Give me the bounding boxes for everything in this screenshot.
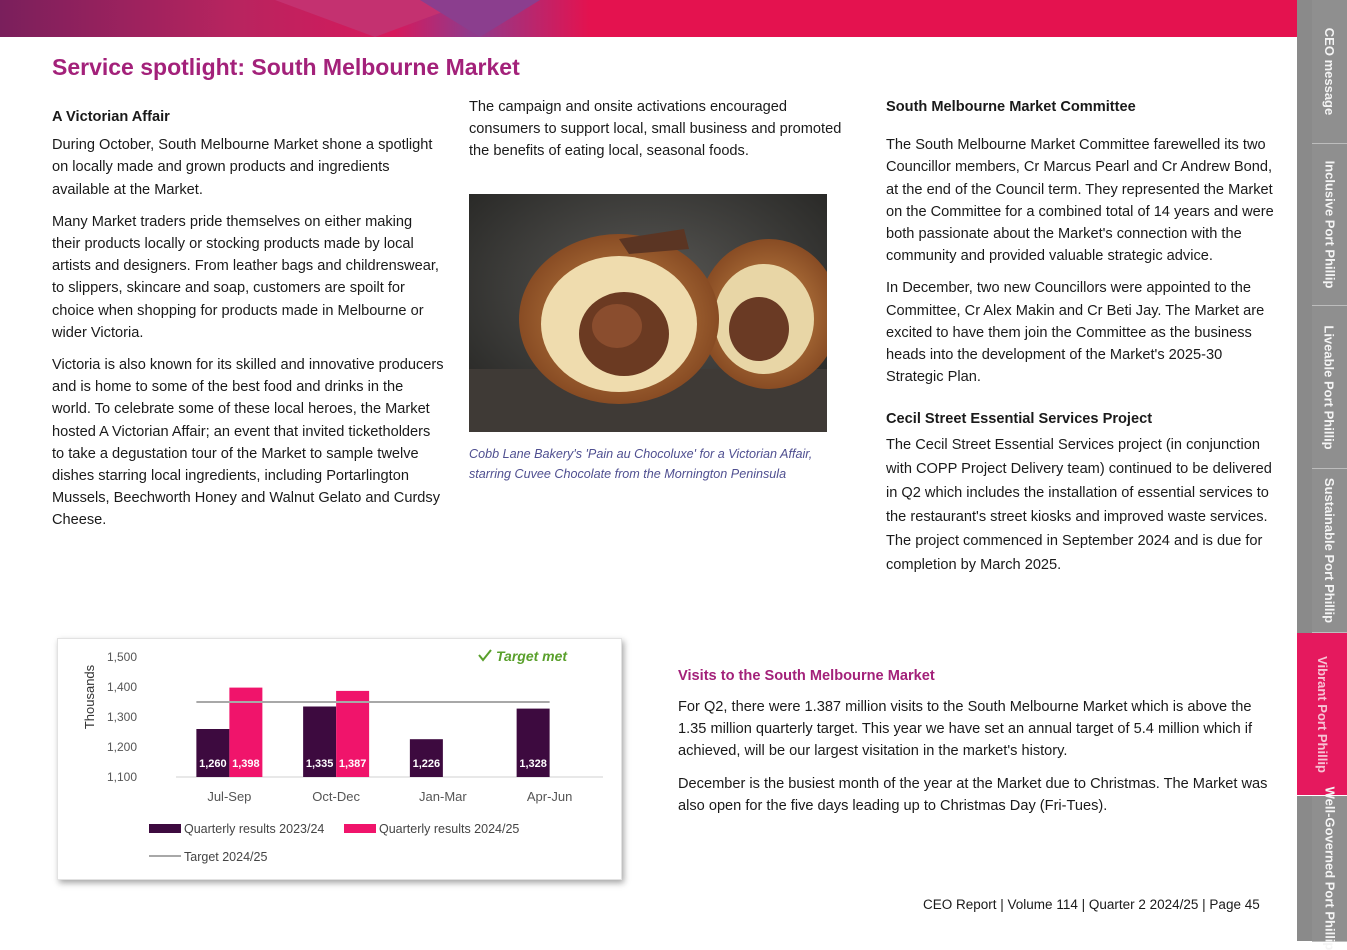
pastry-photo (469, 194, 827, 432)
bar-value-label: 1,260 (199, 758, 227, 770)
legend-swatch (149, 824, 181, 833)
x-tick-label: Oct-Dec (312, 789, 360, 804)
section-heading: South Melbourne Market Committee (886, 99, 1136, 115)
x-tick-label: Jan-Mar (419, 789, 467, 804)
page-title: Service spotlight: South Melbourne Market (52, 54, 520, 80)
visits-chart (57, 638, 622, 880)
paragraph: The South Melbourne Market Committee farewelled its two Councillor members, Cr Marcus Pearl and Cr Andrew Bond, at the end of the Council term. They represented the Market on the Committee for a combined total of 14 years and were both passionate about the Market's connection with the community and provided valuable strategic advice. (886, 137, 1274, 265)
bar-value-label: 1,335 (305, 758, 334, 770)
tab-label: Vibrant Port Phillip (1314, 655, 1330, 773)
y-tick-label: 1,100 (106, 770, 137, 784)
header-decoration (420, 0, 540, 37)
header-band (0, 0, 1312, 37)
paragraph: For Q2, there were 1.387 million visits to the South Melbourne Market which is above the 1.35 million quarterly target. This year we have set an annual target of 5.4 million which if achieved, will be our largest visitation in the market's history. (678, 699, 1253, 760)
y-tick-label: 1,500 (106, 650, 137, 664)
paragraph: During October, South Melbourne Market shone a spotlight on locally made and grown products and ingredients available at the Market. (52, 137, 433, 198)
visits-heading: Visits to the South Melbourne Market (678, 668, 935, 684)
paragraph: In December, two new Councillors were appointed to the Committee, Cr Alex Makin and Cr Beti Jay. The Market are excited to have them join the Committee as the business heads into the development of the Market's 2025-30 Strategic Plan. (886, 280, 1265, 386)
tab-liveable[interactable] (1312, 306, 1347, 469)
section-heading: A Victorian Affair (52, 109, 170, 125)
paragraph: December is the busiest month of the year at the Market due to Christmas. The Market was also open for the five days leading up to Christmas Day (Fri-Tues). (678, 775, 1268, 814)
paragraph: The Cecil Street Essential Services project (in conjunction with COPP Project Delivery team) continued to be delivered in Q2 which includes the installation of essential services to the restaurant's street kiosks and improved waste services. The project commenced in September 2024 and is due for completion by March 2025. (886, 436, 1272, 573)
tab-label: Liveable Port Phillip (1322, 324, 1337, 450)
tab-inclusive[interactable] (1312, 144, 1347, 306)
paragraph: Victoria is also known for its skilled and innovative producers and is home to some of the best food and drinks in the world. To celebrate some of these local heroes, the Market hosted A Victorian Affair; an event that invited ticketholders to take a degustation tour of the Market to sample twelve dishes starring local ingredients, including Portarlington Mussels, Beechworth Honey and Walnut Gelato and Curdsy Cheese. (52, 357, 444, 529)
x-tick-label: Jul-Sep (207, 789, 252, 804)
section-heading: Cecil Street Essential Services Project (886, 411, 1153, 428)
tab-label: Sustainable Port Phillip (1322, 477, 1338, 624)
legend-label: Target 2024/25 (184, 850, 268, 864)
legend-swatch (344, 824, 376, 833)
target-met-badge: Target met (496, 648, 568, 664)
visits-text (678, 696, 1278, 827)
x-tick-label: Apr-Jun (526, 789, 573, 804)
y-axis-label: Thousands (82, 664, 97, 730)
photo-caption: Cobb Lane Bakery's 'Pain au Chocoluxe' for a Victorian Affair, starring Cuvee Chocolate from the Mornington Peninsula (469, 447, 813, 481)
tab-label: CEO message (1322, 27, 1337, 116)
y-tick-label: 1,400 (106, 680, 137, 694)
y-tick-label: 1,300 (106, 710, 137, 724)
tab-vibrant[interactable] (1297, 633, 1347, 796)
tab-well-governed[interactable] (1312, 786, 1347, 950)
legend-label: Quarterly results 2023/24 (184, 822, 325, 836)
tab-sustainable[interactable] (1312, 469, 1347, 633)
tab-label: Inclusive Port Phillip (1322, 160, 1337, 289)
bar-value-label: 1,398 (232, 758, 260, 770)
right-column (886, 96, 1278, 587)
paragraph: Many Market traders pride themselves on either making their products locally or stocking products made by local artists and designers. From leather bags and childrenswear, to slippers, skincare and soap, customers are spoilt for choice when shopping for products made in Melbourne or wider Victoria. (52, 213, 439, 341)
bar-value-label: 1,387 (338, 758, 367, 770)
paragraph: The campaign and onsite activations encouraged consumers to support local, small business and promoted the benefits of eating local, seasonal foods. (469, 99, 842, 160)
legend-label: Quarterly results 2024/25 (379, 822, 520, 836)
page-footer: CEO Report | Volume 114 | Quarter 2 2024/25 | Page 45 (923, 897, 1260, 912)
tab-label: Well-Governed Port Phillip (1322, 786, 1338, 950)
tab-ceo-message[interactable] (1312, 0, 1347, 144)
check-icon (479, 650, 491, 660)
bar-value-label: 1,226 (412, 758, 441, 770)
bar-value-label: 1,328 (519, 758, 547, 770)
y-tick-label: 1,200 (106, 740, 137, 754)
middle-column (469, 96, 854, 173)
left-column (52, 106, 444, 542)
